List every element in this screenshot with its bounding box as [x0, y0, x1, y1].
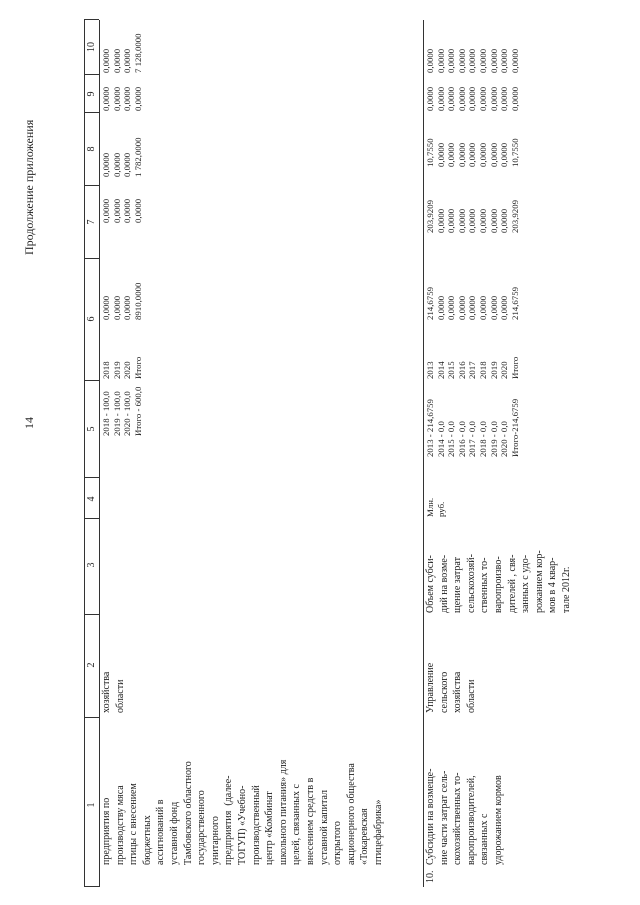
col-divider-8 — [84, 112, 99, 113]
col-divider-3 — [84, 518, 99, 519]
row-a-funding-by-year: 2018 - 100,0 2019 - 100,0 2020 - 100,0 Итого - 600,0 — [101, 386, 143, 436]
table-top-border — [84, 20, 85, 887]
col-divider-7 — [84, 185, 99, 186]
row-b-total-values: 214,6759 0,0000 0,0000 0,0000 0,0000 0,0000 0,0000 0,0000 214,6759 — [425, 287, 520, 320]
col-divider-9 — [84, 74, 99, 75]
column-header-9: 9 — [86, 91, 97, 97]
row-b-indicator: Объем субси- дий на возме- щение затрат сельскохозяй- ственных то- варопроизво- дителей , свя- занных с удо- рожанием кор- мов в 4 квар- тале 2012г. — [425, 550, 572, 613]
column-header-3: 3 — [86, 562, 97, 568]
row-b-description: Субсидии на возмеще- ние части затрат сель- скохозяйственных то- варопроизводителей, связанных с удорожанием кормов — [425, 768, 504, 865]
table-row-divider — [423, 20, 424, 887]
row-b-years: 2013 2014 2015 2016 2017 2018 2019 2020 Итого — [425, 356, 520, 379]
row-a-description: предприятия по производству мяса птицы с внесением бюджетных ассигнований в уставной фонд Тамбовского областного государственного унитарного предприятия (далее- ТОГУП) «Учебно- производственный центр «Комбинат школьного питания» для целей, связанных с внесением средств в уставной капитал открытого акционерного общества «Токаревская птицефабрика» — [101, 759, 384, 865]
column-header-4: 4 — [86, 496, 97, 502]
row-b-executor: Управление сельского хозяйства области — [425, 662, 477, 713]
table-left-border — [84, 886, 99, 887]
row-b-col8-values: 10,7550 0,0000 0,0000 0,0000 0,0000 0,0000 0,0000 0,0000 10,7550 — [425, 138, 520, 167]
column-header-2: 2 — [86, 662, 97, 668]
table-right-border — [84, 19, 99, 20]
column-header-5: 5 — [86, 426, 97, 432]
row-a-executor: хозяйства области — [101, 671, 126, 713]
row-b-funding-by-year: 2013 - 214,6759 2014 - 0,0 2015 - 0,0 2016 - 0,0 2017 - 0,0 2018 - 0,0 2019 - 0,0 2020 - 0,0 Итого-214,6759 — [425, 398, 520, 457]
col-divider-5 — [84, 380, 99, 381]
row-a-col9-values: 0,0000 0,0000 0,0000 0,0000 — [101, 86, 143, 111]
row-a-years: 2018 2019 2020 Итого — [101, 356, 143, 379]
column-header-8: 8 — [86, 146, 97, 152]
row-b-col7-values: 203,9209 0,0000 0,0000 0,0000 0,0000 0,0000 0,0000 0,0000 203,9209 — [425, 200, 520, 233]
row-a-col7-values: 0,0000 0,0000 0,0000 0,0000 — [101, 198, 143, 223]
row-b-number: 10. — [425, 870, 436, 883]
table-header-bottom-border — [99, 20, 100, 887]
page-number: 14 — [22, 417, 36, 429]
column-header-1: 1 — [86, 802, 97, 808]
row-b-unit: Млн. руб. — [425, 497, 446, 517]
column-header-10: 10 — [86, 42, 97, 52]
col-divider-6 — [84, 258, 99, 259]
column-header-6: 6 — [86, 316, 97, 322]
col-divider-2 — [84, 614, 99, 615]
row-a-col8-values: 0,0000 0,0000 0,0000 1 782,0000 — [101, 137, 143, 177]
row-b-col9-values: 0,0000 0,0000 0,0000 0,0000 0,0000 0,0000 0,0000 0,0000 0,0000 — [425, 86, 520, 111]
col-divider-1 — [84, 717, 99, 718]
row-b-col10-values: 0,0000 0,0000 0,0000 0,0000 0,0000 0,0000 0,0000 0,0000 0,0000 — [425, 48, 520, 73]
row-a-col10-values: 0,0000 0,0000 0,0000 7 128,0000 — [101, 33, 143, 73]
col-divider-4 — [84, 477, 99, 478]
row-a-total-values: 0,0000 0,0000 0,0000 8910,0000 — [101, 282, 143, 320]
column-header-7: 7 — [86, 219, 97, 225]
continuation-caption: Продолжение приложения — [22, 119, 36, 255]
